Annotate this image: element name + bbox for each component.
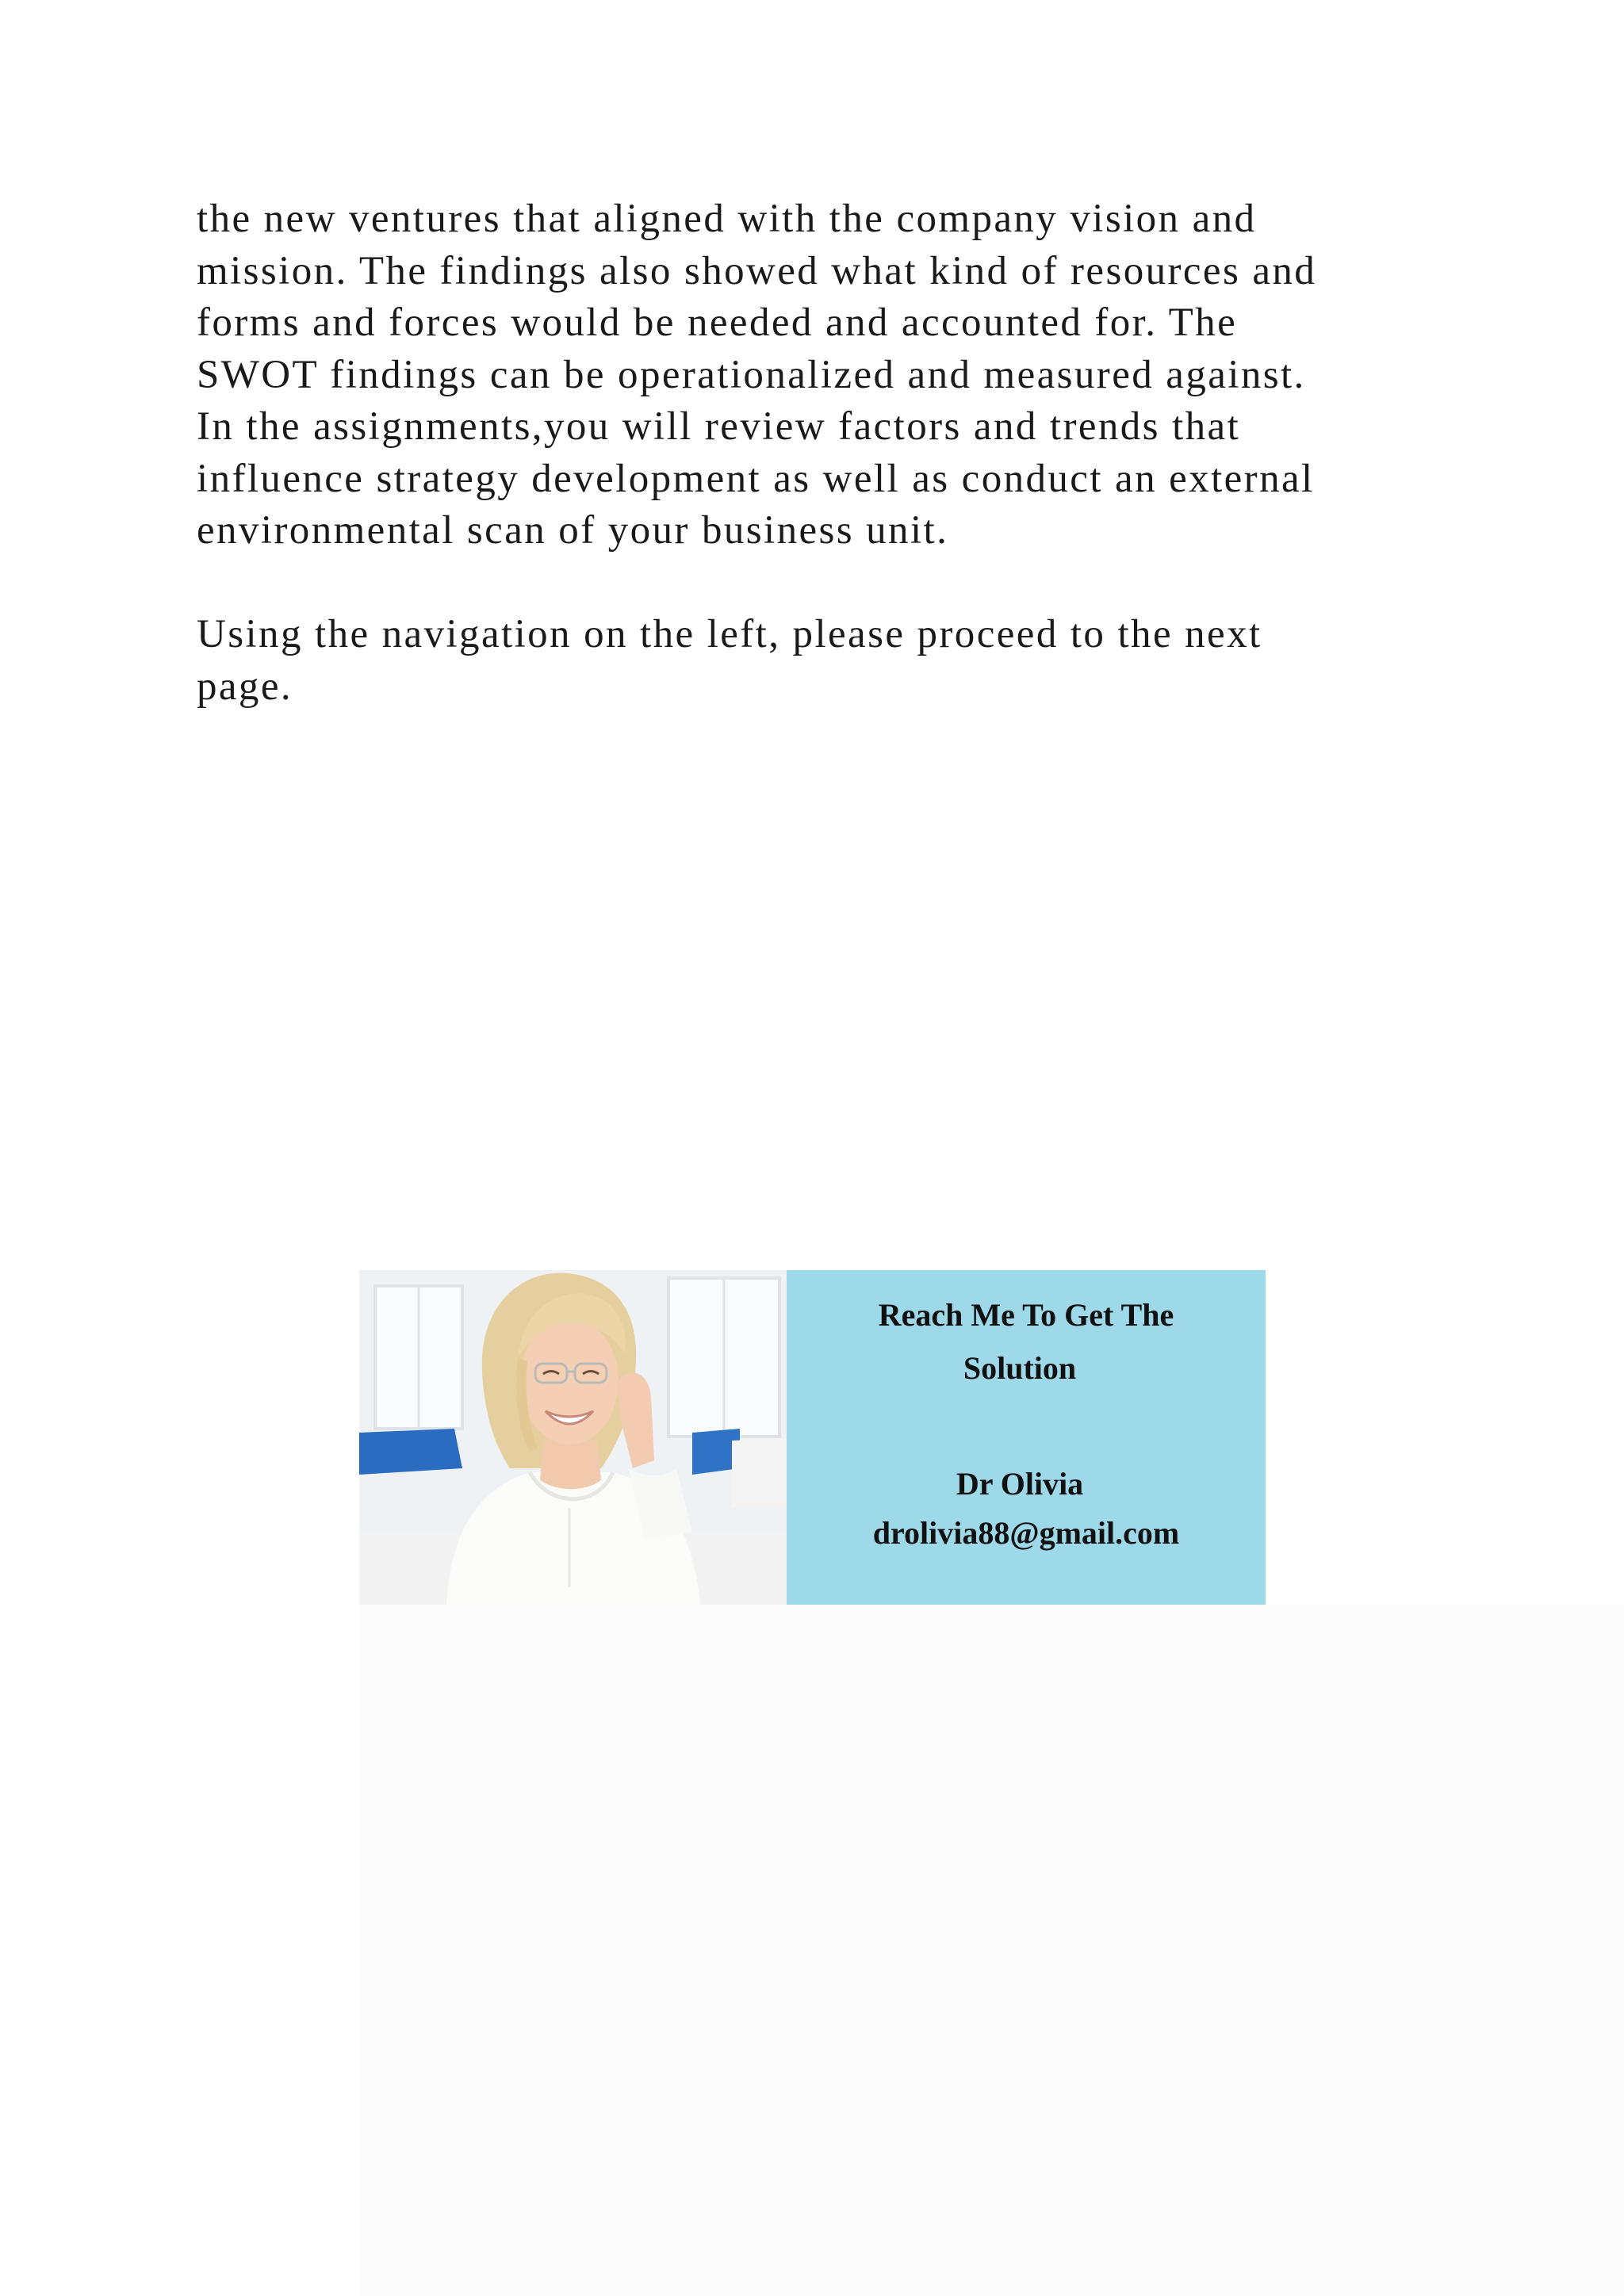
ad-contact-name: Dr Olivia	[956, 1466, 1084, 1502]
document-body	[197, 193, 1434, 713]
contact-ad-banner	[359, 1270, 1266, 1605]
contact-info-panel	[787, 1270, 1266, 1605]
woman-photo	[359, 1270, 787, 1605]
paragraph-1-line-7: environmental scan of your business unit.	[197, 508, 949, 553]
paragraph-1-line-6: influence strategy development as well as conduct an external	[197, 456, 1315, 501]
paragraph-1-line-5: In the assignments,you will review factors and trends that	[197, 404, 1241, 449]
paragraph-2-line-1: Using the navigation on the left, please proceed to the next	[197, 612, 1262, 656]
woman-illustration	[359, 1270, 787, 1605]
paragraph-1-line-1: the new ventures that aligned with the company vision and	[197, 197, 1257, 241]
faint-background-panel	[359, 1605, 1624, 2296]
paragraph-spacer	[197, 557, 1434, 610]
paragraph-1-line-3: forms and forces would be needed and accounted for. The	[197, 300, 1238, 345]
paragraph-1-line-4: SWOT findings can be operationalized and measured against.	[197, 352, 1306, 397]
ad-heading-line-2: Solution	[963, 1350, 1077, 1386]
paragraph-1-line-2: mission. The findings also showed what kind of resources and	[197, 248, 1317, 293]
paragraph-2-line-2: page.	[197, 664, 293, 709]
ad-heading-line-1: Reach Me To Get The	[878, 1297, 1174, 1333]
ad-contact-email: drolivia88@gmail.com	[872, 1515, 1180, 1551]
